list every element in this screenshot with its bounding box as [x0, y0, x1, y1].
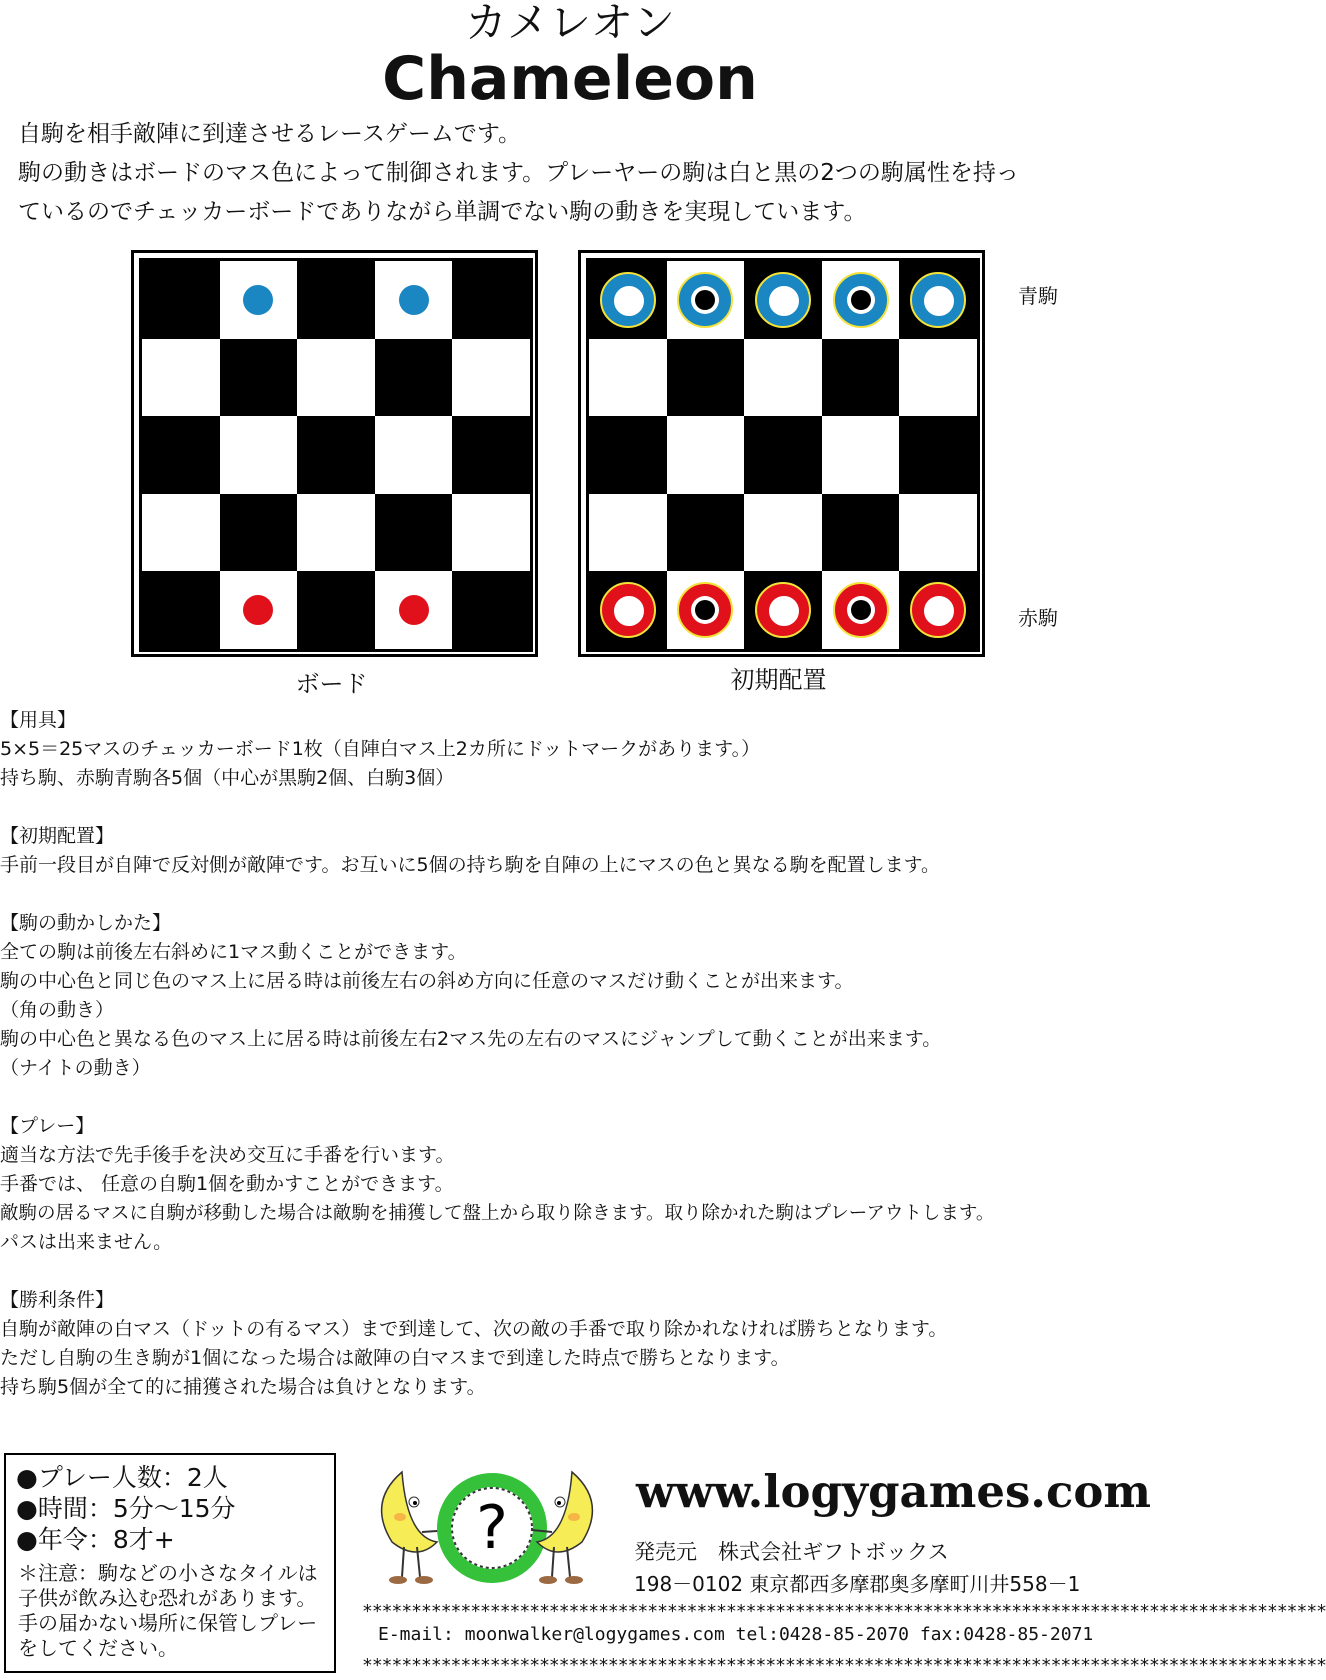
board-square	[452, 494, 530, 572]
movement-line: （ナイトの動き）	[0, 1057, 151, 1079]
board-square	[375, 339, 453, 417]
blue-piece-white-center	[910, 272, 966, 328]
logy-games-logo	[362, 1462, 622, 1592]
piece-center	[691, 286, 719, 314]
play-line: パスは出来ません。	[0, 1231, 173, 1253]
play-time: ●時間：5分～15分	[16, 1494, 236, 1523]
play-line: 手番では、 任意の自駒1個を動かすことができます。	[0, 1173, 454, 1195]
board-square	[220, 339, 298, 417]
setup-heading: 【初期配置】	[0, 825, 115, 847]
safety-note: ＊注意：駒などの小さなタイルは子供が飲み込む恐れがあります。手の届かない場所に保管しプレーをしてください。	[18, 1561, 318, 1660]
play-line: 敵駒の居るマスに自駒が移動した場合は敵駒を捕獲して盤上から取り除きます。取り除かれた駒はプレーアウトします。	[0, 1203, 995, 1224]
board-square	[667, 416, 745, 494]
board-square	[142, 339, 220, 417]
victory-heading: 【勝利条件】	[0, 1289, 115, 1311]
blue-piece-black-center	[833, 272, 889, 328]
piece-center	[691, 596, 719, 624]
board-square	[375, 416, 453, 494]
piece-center	[614, 286, 644, 316]
piece-center	[924, 596, 954, 626]
blue-piece-white-center	[600, 272, 656, 328]
publisher: 発売元 株式会社ギフトボックス	[634, 1540, 949, 1564]
star-divider-top: **************************************************************************************************	[362, 1601, 1326, 1622]
board-square	[142, 494, 220, 572]
board-square	[220, 494, 298, 572]
board-square	[589, 416, 667, 494]
board-square	[297, 261, 375, 339]
contact-info: E-mail: moonwalker@logygames.com tel:0428-85-2070 fax:0428-85-2071	[378, 1624, 1094, 1645]
victory-line: ただし自駒の生き駒が1個になった場合は敵陣の白マスまで到達した時点で勝ちとなります。	[0, 1347, 790, 1369]
red-piece-black-center	[833, 582, 889, 638]
initial-setup-diagram	[578, 250, 985, 657]
board-square	[899, 416, 977, 494]
blue-piece-white-center	[755, 272, 811, 328]
board-square	[297, 571, 375, 649]
movement-line: 駒の中心色と同じ色のマス上に居る時は前後左右の斜め方向に任意のマスだけ動くことが出来ます。	[0, 970, 854, 992]
board-square	[822, 339, 900, 417]
board-square	[899, 339, 977, 417]
board-square	[822, 416, 900, 494]
player-count: ●プレー人数：2人	[16, 1463, 228, 1492]
board-square	[297, 339, 375, 417]
title-english: Chameleon	[382, 44, 758, 114]
board-square	[744, 416, 822, 494]
board-square	[899, 494, 977, 572]
setup-caption: 初期配置	[730, 666, 827, 694]
victory-line: 自駒が敵陣の白マス（ドットの有るマス）まで到達して、次の敵の手番で取り除かれなければ勝ちとなります。	[0, 1318, 948, 1340]
piece-center	[847, 596, 875, 624]
intro-line-3: ているのでチェッカーボードでありながら単調でない駒の動きを実現しています。	[18, 199, 867, 225]
setup-grid	[586, 258, 980, 652]
equipment-line: 持ち駒、赤駒青駒各5個（中心が黒駒2個、白駒3個）	[0, 767, 455, 789]
game-info-box	[4, 1453, 336, 1673]
board-square	[220, 416, 298, 494]
board-grid	[139, 258, 533, 652]
board-square	[452, 261, 530, 339]
piece-center	[924, 286, 954, 316]
blue-dot-mark	[243, 285, 273, 315]
play-line: 適当な方法で先手後手を決め交互に手番を行います。	[0, 1144, 455, 1166]
board-square	[297, 494, 375, 572]
title-japanese: カメレオン	[464, 0, 675, 47]
red-dot-mark	[399, 595, 429, 625]
movement-line: 全ての駒は前後左右斜めに1マス動くことができます。	[0, 941, 467, 963]
red-piece-label: 赤駒	[1018, 606, 1058, 630]
setup-line: 手前一段目が自陣で反対側が敵陣です。お互いに5個の持ち駒を自陣の上にマスの色と異なる駒を配置します。	[0, 854, 941, 876]
board-square	[744, 339, 822, 417]
board-square	[589, 339, 667, 417]
board-square	[667, 339, 745, 417]
equipment-line: 5×5＝25マスのチェッカーボード1枚（自陣白マス上2カ所にドットマークがあります。）	[0, 738, 761, 760]
board-square	[142, 261, 220, 339]
board-caption: ボード	[295, 670, 368, 698]
logo-question-mark: ?	[476, 1493, 508, 1563]
movement-heading: 【駒の動かしかた】	[0, 912, 172, 934]
publisher-address: 198－0102 東京都西多摩郡奥多摩町川井558－1	[634, 1572, 1081, 1596]
age-rating: ●年令：8才+	[16, 1525, 175, 1554]
blue-piece-label: 青駒	[1018, 284, 1058, 308]
website-url[interactable]: www.logygames.com	[636, 1465, 1151, 1518]
intro-line-2: 駒の動きはボードのマス色によって制御されます。プレーヤーの駒は白と黒の2つの駒属性を持っ	[18, 160, 1019, 186]
equipment-heading: 【用具】	[0, 709, 77, 731]
board-square	[452, 339, 530, 417]
blue-dot-mark	[399, 285, 429, 315]
board-square	[822, 494, 900, 572]
board-square	[744, 494, 822, 572]
red-piece-white-center	[755, 582, 811, 638]
red-piece-white-center	[910, 582, 966, 638]
movement-line: 駒の中心色と異なる色のマス上に居る時は前後左右2マス先の左右のマスにジャンプして動くことが出来ます。	[0, 1028, 942, 1050]
board-square	[452, 571, 530, 649]
board-square	[297, 416, 375, 494]
intro-line-1: 自駒を相手敵陣に到達させるレースゲームです。	[18, 121, 522, 147]
red-piece-white-center	[600, 582, 656, 638]
board-diagram	[131, 250, 538, 657]
piece-center	[769, 286, 799, 316]
victory-line: 持ち駒5個が全て的に捕獲された場合は負けとなります。	[0, 1376, 486, 1398]
board-square	[589, 494, 667, 572]
board-square	[667, 494, 745, 572]
star-divider-bottom: **************************************************************************************************	[362, 1655, 1326, 1676]
piece-center	[769, 596, 799, 626]
movement-line: （角の動き）	[0, 999, 115, 1021]
board-square	[452, 416, 530, 494]
piece-center	[614, 596, 644, 626]
board-square	[375, 494, 453, 572]
play-heading: 【プレー】	[0, 1115, 95, 1137]
piece-center	[847, 286, 875, 314]
board-square	[142, 416, 220, 494]
board-square	[142, 571, 220, 649]
blue-piece-black-center	[677, 272, 733, 328]
